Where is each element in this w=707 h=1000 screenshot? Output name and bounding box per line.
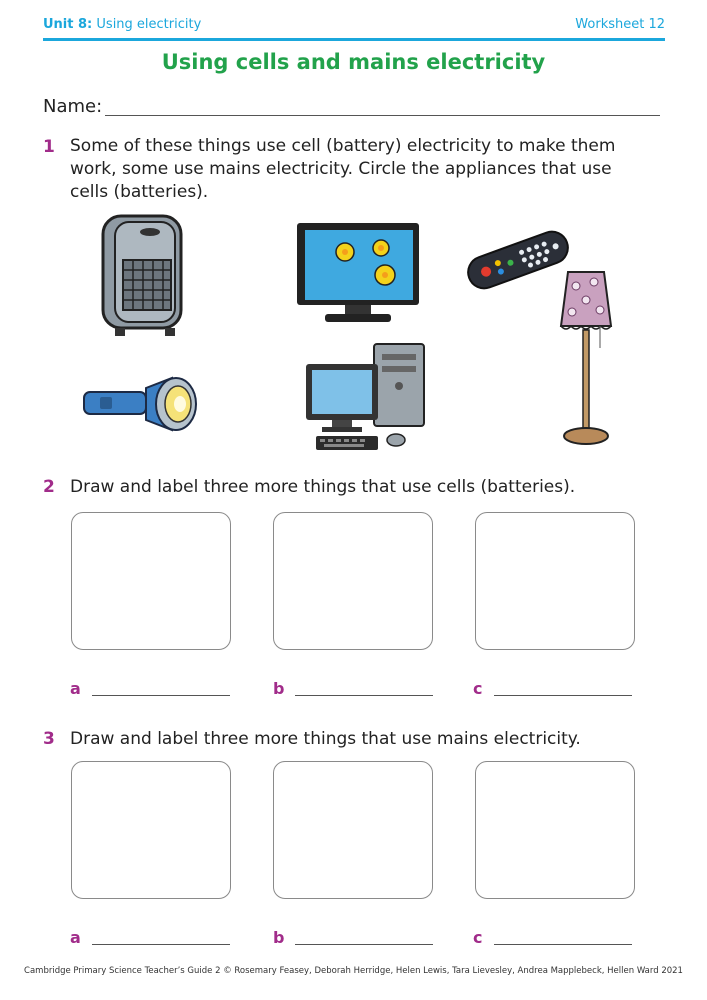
question-3-text: Draw and label three more things that use mains electricity. <box>70 729 581 749</box>
unit-heading <box>43 17 201 32</box>
worksheet-header <box>43 14 665 41</box>
answer-line-2c[interactable] <box>494 695 632 696</box>
name-field-line[interactable] <box>105 115 660 116</box>
unit-label: Unit 8: <box>43 17 93 32</box>
label-2c: c <box>473 679 483 698</box>
unit-title: Using electricity <box>96 17 202 32</box>
answer-line-3b[interactable] <box>295 944 433 945</box>
label-3a: a <box>70 928 81 947</box>
label-3c: c <box>473 928 483 947</box>
fan-heater-image[interactable] <box>95 212 190 342</box>
question-1-line-3: cells (batteries). <box>70 182 209 202</box>
worksheet-number: Worksheet 12 <box>575 17 665 32</box>
drawing-box-2c[interactable] <box>475 512 635 650</box>
desktop-computer-image[interactable] <box>300 340 430 455</box>
drawing-box-2a[interactable] <box>71 512 231 650</box>
question-1-line-2: work, some use mains electricity. Circle the appliances that use <box>70 159 612 179</box>
question-2-number: 2 <box>43 477 55 497</box>
drawing-box-3b[interactable] <box>273 761 433 899</box>
answer-line-2b[interactable] <box>295 695 433 696</box>
name-label: Name: <box>43 96 103 117</box>
drawing-box-2b[interactable] <box>273 512 433 650</box>
television-image[interactable] <box>295 220 423 326</box>
copyright-footer: Cambridge Primary Science Teacher’s Guide 2 © Rosemary Feasey, Deborah Herridge, Helen Lewis, Tara Lievesley, Andrea Mapplebeck, Hellen Ward 2021 <box>24 966 683 976</box>
answer-line-3a[interactable] <box>92 944 230 945</box>
page-title: Using cells and mains electricity <box>161 50 546 74</box>
question-1-line-1: Some of these things use cell (battery) electricity to make them <box>70 136 616 156</box>
drawing-box-3a[interactable] <box>71 761 231 899</box>
label-2a: a <box>70 679 81 698</box>
torch-image[interactable] <box>80 374 202 434</box>
answer-line-3c[interactable] <box>494 944 632 945</box>
question-1-number: 1 <box>43 137 55 157</box>
question-3-number: 3 <box>43 729 55 749</box>
floor-lamp-image[interactable] <box>556 268 616 450</box>
label-2b: b <box>273 679 285 698</box>
drawing-box-3c[interactable] <box>475 761 635 899</box>
question-2-text: Draw and label three more things that use cells (batteries). <box>70 477 576 497</box>
answer-line-2a[interactable] <box>92 695 230 696</box>
question-1-text <box>70 135 615 204</box>
label-3b: b <box>273 928 285 947</box>
